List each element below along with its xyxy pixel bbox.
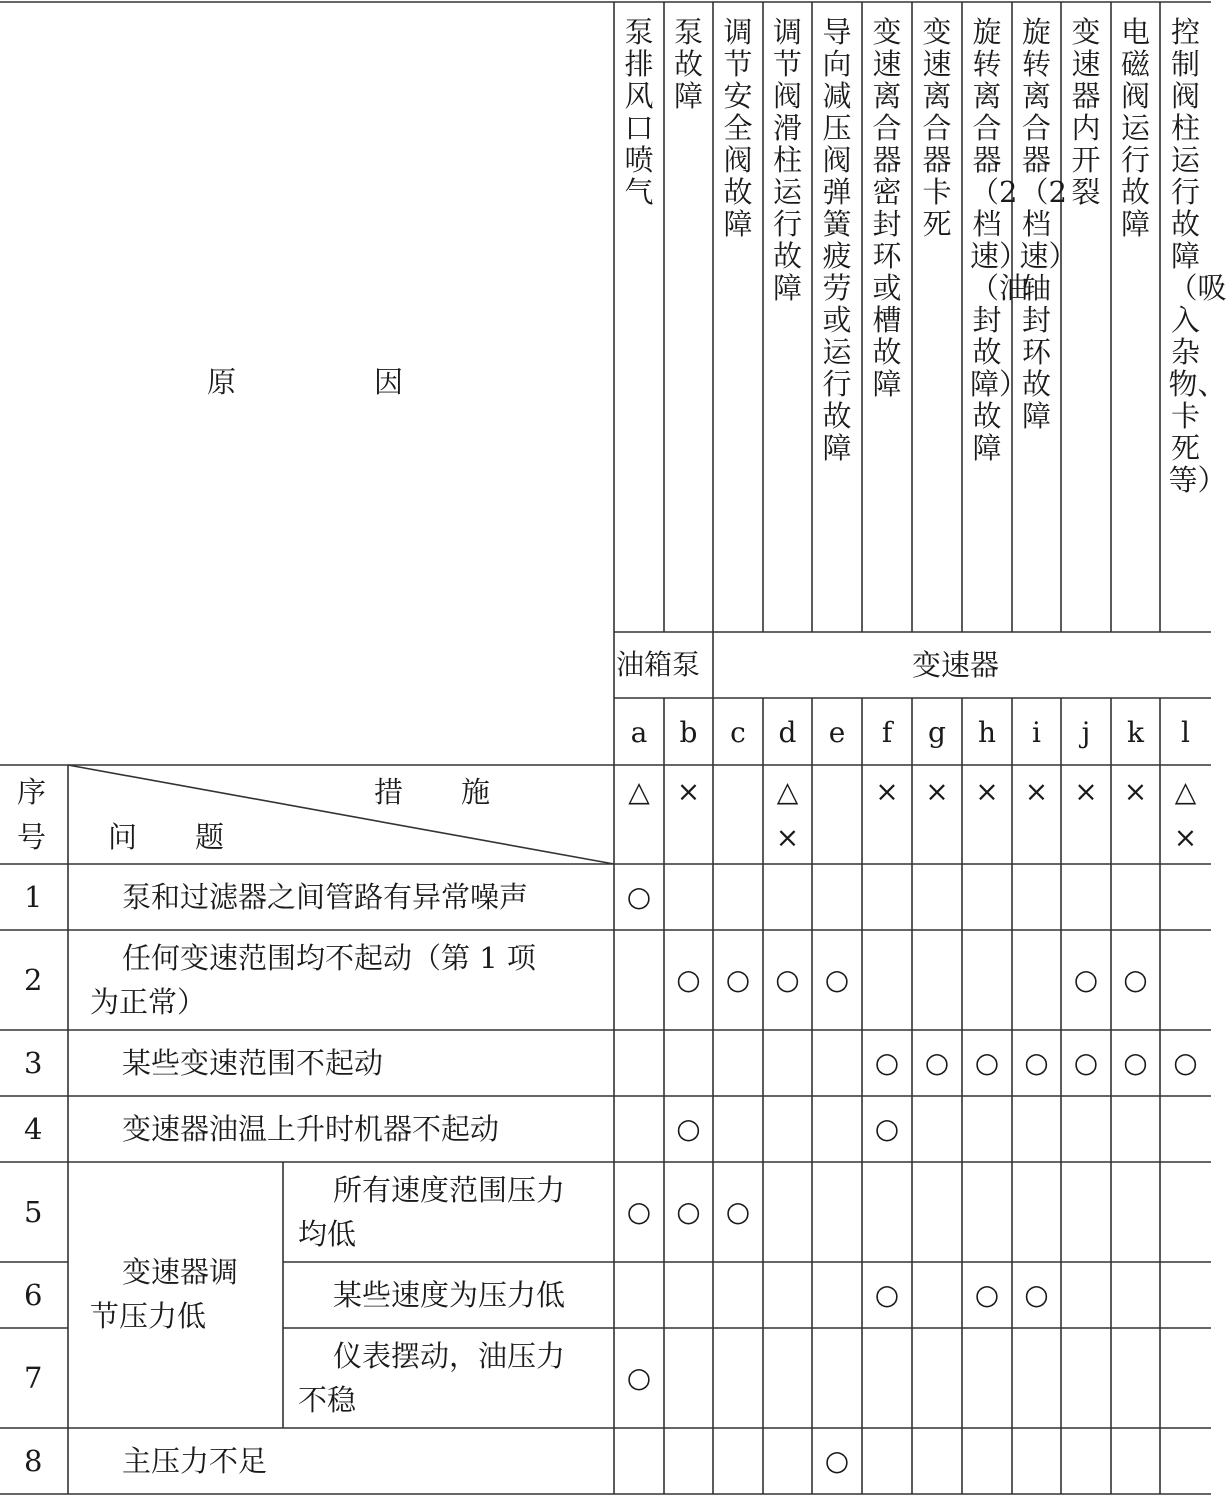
column-letter-e: e xyxy=(828,716,846,749)
measure-a: △ xyxy=(628,775,650,808)
problem-label: 问 题 xyxy=(108,820,225,854)
row-number: 7 xyxy=(24,1361,43,1395)
mark-b: ○ xyxy=(676,1112,701,1145)
mark-h: ○ xyxy=(974,1278,1000,1311)
cause-header-a: 泵排风口喷气 xyxy=(624,15,654,209)
mark-k: ○ xyxy=(1123,1046,1148,1079)
row-number: 4 xyxy=(24,1112,43,1146)
cause-header-l: 控制阀柱运行故障（吸入杂物、卡死等） xyxy=(1168,15,1227,497)
mark-b: ○ xyxy=(676,963,701,996)
reason-label-right: 因 xyxy=(374,365,404,399)
mark-f: ○ xyxy=(874,1278,900,1311)
group-pump-label: 油箱泵 xyxy=(616,648,701,681)
column-letter-i: i xyxy=(1032,716,1041,749)
cause-header-h: 旋转离合器（2档速）（油封故障）故障 xyxy=(970,15,1029,465)
column-letter-l: l xyxy=(1181,716,1190,749)
cause-header-g: 变速离合器卡死 xyxy=(922,15,952,241)
mark-c: ○ xyxy=(725,1195,751,1228)
row-problem: 某些变速范围不起动 xyxy=(122,1046,384,1080)
column-letter-j: j xyxy=(1081,716,1091,749)
row-problem-cont: 均低 xyxy=(298,1217,357,1251)
measure-j: × xyxy=(1074,775,1098,808)
row-problem: 泵和过滤器之间管路有异常噪声 xyxy=(122,880,529,914)
mark-a: ○ xyxy=(626,1361,652,1394)
seq-label-2: 号 xyxy=(17,820,47,854)
measure-d-2: × xyxy=(775,821,800,854)
seq-label-1: 序 xyxy=(17,775,47,809)
group-label-line2: 节压力低 xyxy=(90,1299,207,1333)
cause-header-b: 泵故障 xyxy=(673,15,703,113)
row-number: 1 xyxy=(24,880,43,914)
column-letter-d: d xyxy=(778,716,797,749)
mark-j: ○ xyxy=(1073,1046,1099,1079)
mark-a: ○ xyxy=(626,880,652,913)
mark-c: ○ xyxy=(725,963,751,996)
cause-header-k: 电磁阀运行故障 xyxy=(1120,15,1150,241)
measures-label: 措 施 xyxy=(374,775,491,809)
row-problem: 主压力不足 xyxy=(122,1444,268,1478)
cause-header-f: 变速离合器密封环或槽故障 xyxy=(872,15,902,401)
mark-b: ○ xyxy=(676,1195,701,1228)
measure-l-2: × xyxy=(1173,821,1198,854)
row-problem-cont: 为正常） xyxy=(90,985,207,1019)
row-problem-cont: 不稳 xyxy=(298,1383,357,1417)
row-problem: 仪表摆动，油压力 xyxy=(333,1339,566,1373)
measure-f: × xyxy=(875,775,899,808)
column-letter-a: a xyxy=(630,716,648,749)
mark-d: ○ xyxy=(775,963,800,996)
column-letter-c: c xyxy=(730,716,746,749)
mark-g: ○ xyxy=(924,1046,950,1079)
measure-l: △ xyxy=(1174,775,1197,808)
cause-header-d: 调节阀滑柱运行故障 xyxy=(772,15,802,305)
measure-b: × xyxy=(676,775,701,808)
cause-header-e: 导向减压阀弹簧疲劳或运行故障 xyxy=(822,15,852,465)
measure-i: × xyxy=(1024,775,1049,808)
mark-j: ○ xyxy=(1073,963,1099,996)
row-number: 8 xyxy=(24,1444,43,1478)
mark-a: ○ xyxy=(626,1195,652,1228)
mark-h: ○ xyxy=(974,1046,1000,1079)
mark-i: ○ xyxy=(1024,1278,1049,1311)
column-letter-g: g xyxy=(928,716,946,749)
column-letter-k: k xyxy=(1127,716,1144,749)
cause-header-c: 调节安全阀故障 xyxy=(723,15,753,241)
cause-header-j: 变速器内开裂 xyxy=(1071,15,1101,209)
mark-l: ○ xyxy=(1173,1046,1198,1079)
mark-e: ○ xyxy=(824,1444,850,1477)
row-problem: 某些速度为压力低 xyxy=(333,1278,566,1312)
mark-f: ○ xyxy=(874,1112,900,1145)
group-label-line1: 变速器调 xyxy=(122,1255,239,1289)
mark-f: ○ xyxy=(874,1046,900,1079)
mark-k: ○ xyxy=(1123,963,1148,996)
mark-e: ○ xyxy=(824,963,850,996)
column-letter-f: f xyxy=(881,716,893,749)
reason-label-left: 原 xyxy=(207,365,237,399)
row-number: 6 xyxy=(24,1278,43,1312)
cause-header-i: 旋转离合器（2档速）轴封环故障 xyxy=(1019,15,1078,433)
mark-i: ○ xyxy=(1024,1046,1049,1079)
measure-d: △ xyxy=(776,775,799,808)
row-number: 3 xyxy=(24,1046,43,1080)
row-number: 2 xyxy=(24,963,43,997)
row-problem: 变速器油温上升时机器不起动 xyxy=(122,1112,500,1146)
measure-h: × xyxy=(975,775,999,808)
row-problem: 任何变速范围均不起动（第 1 项 xyxy=(122,941,536,975)
row-number: 5 xyxy=(24,1195,43,1229)
column-letter-h: h xyxy=(977,716,997,749)
row-problem: 所有速度范围压力 xyxy=(333,1173,566,1207)
measure-g: × xyxy=(925,775,949,808)
column-letter-b: b xyxy=(679,716,698,749)
group-transmission-label: 变速器 xyxy=(912,648,1000,682)
measure-k: × xyxy=(1123,775,1148,808)
